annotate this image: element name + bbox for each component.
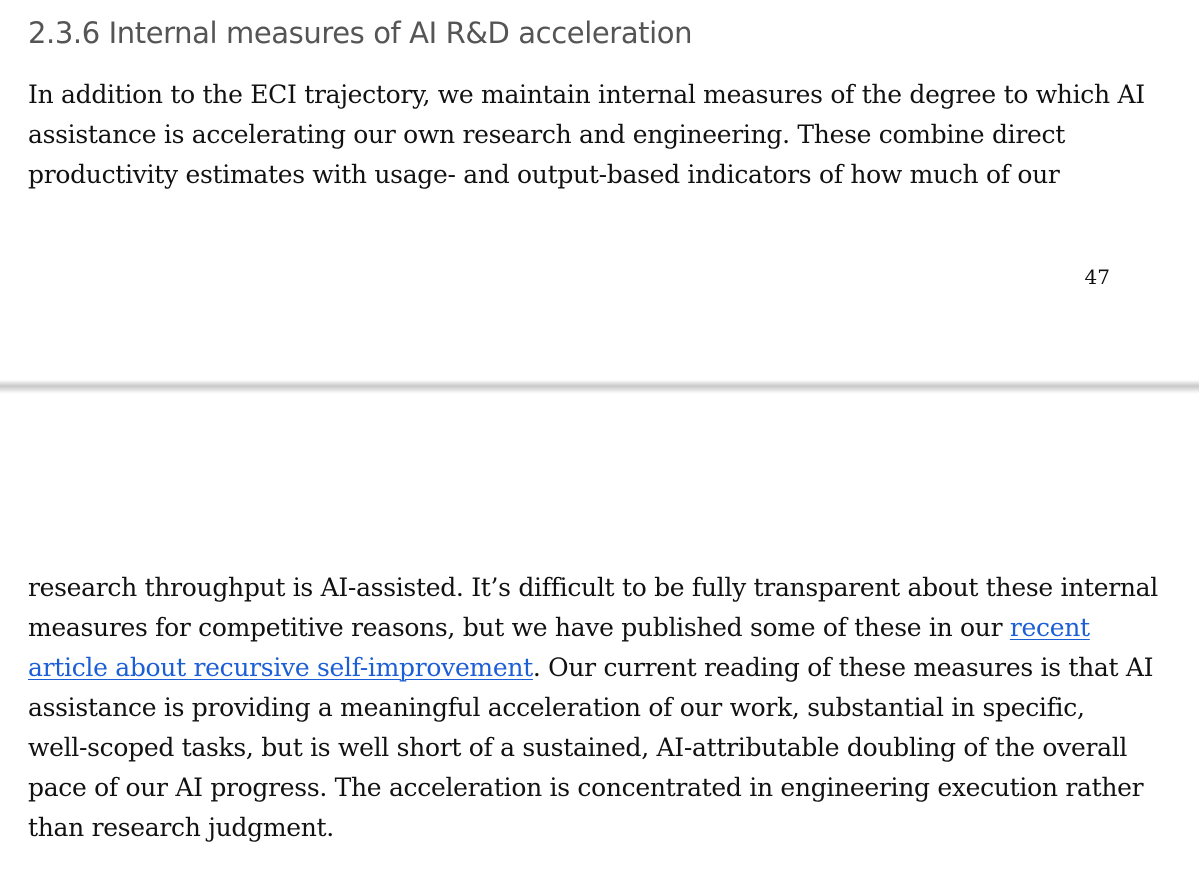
paragraph-line: assistance is providing a meaningful acceleration of our work, substantial in specific, <box>28 693 1085 722</box>
paragraph-text: measures for competitive reasons, but we have published some of these in our <box>28 613 1010 642</box>
paragraph-line-with-link <box>28 608 1178 648</box>
paragraph-text: . Our current reading of these measures is that AI <box>532 653 1154 682</box>
recent-article-link[interactable]: recent <box>1009 613 1090 642</box>
paragraph-top <box>28 75 1168 195</box>
section-heading: 2.3.6 Internal measures of AI R&D acceleration <box>28 16 693 50</box>
paragraph-line-with-link <box>28 648 1178 688</box>
paragraph-line: well-scoped tasks, but is well short of a sustained, AI-attributable doubling of the overall <box>28 733 1128 762</box>
paragraph-bottom <box>28 568 1178 848</box>
page-break-divider <box>0 380 1199 394</box>
paragraph-line: pace of our AI progress. The acceleration is concentrated in engineering execution rather <box>28 773 1144 802</box>
paragraph-line: In addition to the ECI trajectory, we maintain internal measures of the degree to which AI <box>28 80 1145 109</box>
paragraph-line: research throughput is AI-assisted. It’s difficult to be fully transparent about these internal <box>28 573 1158 602</box>
paragraph-line: assistance is accelerating our own research and engineering. These combine direct <box>28 120 1065 149</box>
recent-article-link-continued[interactable]: article about recursive self-improvement <box>28 653 533 682</box>
page-number: 47 <box>1084 265 1110 289</box>
paragraph-line: than research judgment. <box>28 813 334 842</box>
paragraph-line: productivity estimates with usage- and output-based indicators of how much of our <box>28 160 1060 189</box>
